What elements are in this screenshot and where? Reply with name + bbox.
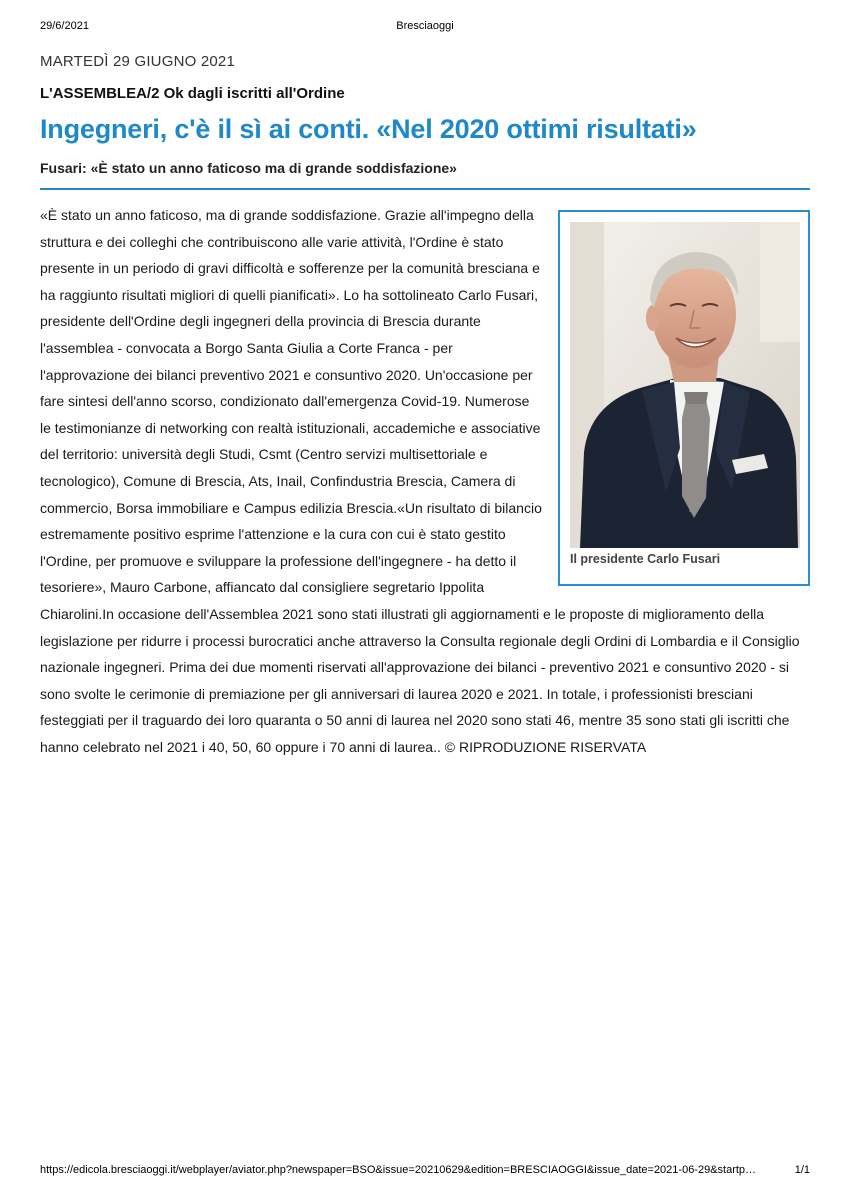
article-subheadline: Fusari: «È stato un anno faticoso ma di grande soddisfazione»: [40, 160, 457, 176]
article-body: [40, 202, 810, 760]
photo-caption: Il presidente Carlo Fusari: [570, 552, 721, 566]
photo-figure: [558, 210, 810, 586]
print-footer: [40, 1164, 810, 1180]
print-header: [40, 20, 810, 36]
print-page-number: 1/1: [794, 1164, 810, 1176]
issue-date: MARTEDÌ 29 GIUGNO 2021: [40, 53, 236, 70]
headline-divider: [40, 188, 810, 190]
article-headline: Ingegneri, c'è il sì ai conti. «Nel 2020 ottimi risultati»: [40, 114, 697, 144]
president-photo: [570, 222, 800, 548]
article: [40, 52, 810, 760]
print-date: 29/6/2021: [40, 20, 89, 32]
print-site-title: Bresciaoggi: [396, 20, 454, 32]
article-overline: L'ASSEMBLEA/2 Ok dagli iscritti all'Ordine: [40, 85, 345, 102]
print-url: https://edicola.bresciaoggi.it/webplayer/aviator.php?newspaper=BSO&issue=20210629&edition=BRESCIAOGGI&issue_date=2021-06-29&startp…: [40, 1164, 757, 1176]
article-body-text: «È stato un anno faticoso, ma di grande soddisfazione. Grazie all'impegno della struttura e dei colleghi che contribuiscono alle varie attività, l'Ordine è stato presente in un periodo di gravi difficoltà e sofferenze per la comunità bresciana e ha raggiunto risultati migliori di quelli pianificati». Lo ha sottolineato Carlo Fusari, presidente dell'Ordine degli ingegneri della provincia di Brescia durante l'assemblea - convocata a Borgo Santa Giulia a Corte Franca - per l'approvazione dei bilanci preventivo 2021 e consuntivo 2020. Un'occasione per fare sintesi dell'anno scorso, condizionato dall'emergenza Covid-19. Numerose le testimonianze di networking con realtà istituzionali, accademiche e associative del territorio: università degli Studi, Csmt (Centro servizi multisettoriale e tecnologico), Comune di Brescia, Ats, Inail, Confindustria Brescia, Camera di commercio, Borsa immobiliare e Campus edilizia Brescia.«Un risultato di bilancio estremamente positivo esprime l'attenzione e la cura con cui è stato gestito l'Ordine, per promuove e sviluppare la professione dell'ingegnere - ha detto il tesoriere», Mauro Carbone, affiancato dal consigliere segretario Ippolita Chiarolini.In occasione dell'Assemblea 2021 sono stati illustrati gli aggiornamenti e le proposte di miglioramento della legislazione per ridurre i processi burocratici anche attraverso la Consulta regionale degli Ordini di Lombardia e il Consiglio nazionale ingegneri. Prima dei due momenti riservati all'approvazione dei bilanci - preventivo 2021 e consuntivo 2020 - si sono svolte le cerimonie di premiazione per gli anniversari di laurea 2020 e 2021. In totale, i professionisti bresciani festeggiati per il traguardo dei loro quaranta o 50 anni di laurea nel 2020 sono stati 46, mentre 35 sono stati gli iscritti che hanno celebrato nel 2021 i 40, 50, 60 oppure i 70 anni di laurea.. © RIPRODUZIONE RISERVATA: [40, 207, 800, 755]
